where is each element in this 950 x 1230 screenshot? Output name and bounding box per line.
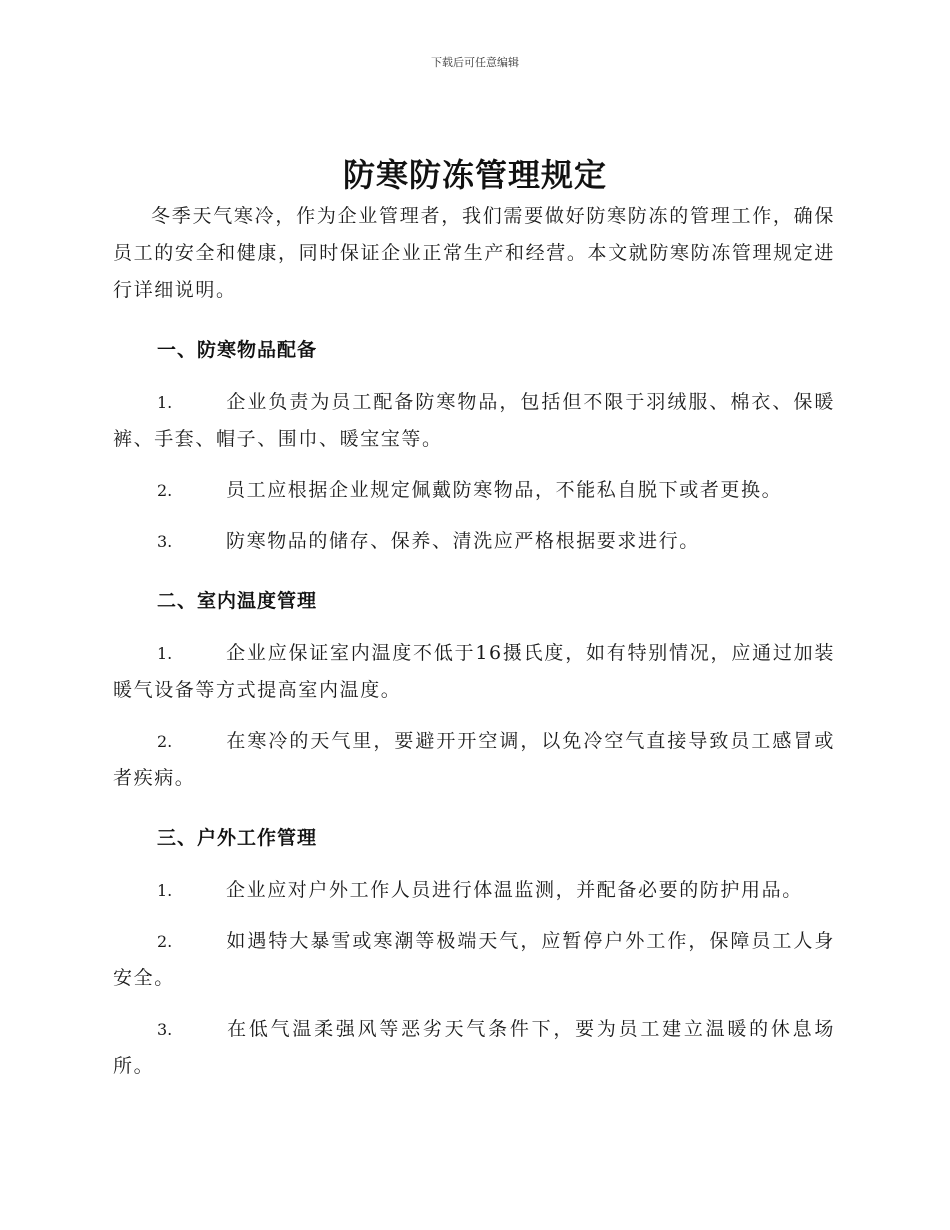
intro-paragraph: 冬季天气寒冷，作为企业管理者，我们需要做好防寒防冻的管理工作，确保员工的安全和健康，同时保证企业正常生产和经营。本文就防寒防冻管理规定进行详细说明。 bbox=[113, 205, 835, 301]
list-item bbox=[113, 1011, 835, 1085]
item-text: 在低气温柔强风等恶劣天气条件下，要为员工建立温暖的休息场所。 bbox=[113, 1018, 835, 1077]
list-item bbox=[113, 923, 835, 997]
section-3 bbox=[113, 814, 835, 1085]
list-item bbox=[113, 384, 835, 458]
item-text: 如遇特大暴雪或寒潮等极端天气，应暂停户外工作，保障员工人身安全。 bbox=[113, 930, 835, 989]
list-item bbox=[113, 472, 835, 509]
list-item bbox=[113, 872, 835, 909]
list-item bbox=[113, 635, 835, 709]
list-item bbox=[113, 523, 835, 560]
document-body bbox=[113, 198, 835, 1085]
item-number: 1. bbox=[157, 644, 173, 663]
item-number: 2. bbox=[157, 732, 173, 751]
item-number: 3. bbox=[157, 1020, 173, 1039]
item-text: 在寒冷的天气里，要避开开空调，以免冷空气直接导致员工感冒或者疾病。 bbox=[113, 730, 835, 789]
section-heading: 三、户外工作管理 bbox=[157, 827, 318, 849]
section-1 bbox=[113, 326, 835, 560]
section-2 bbox=[113, 577, 835, 797]
section-heading: 一、防寒物品配备 bbox=[157, 339, 318, 361]
list-item bbox=[113, 723, 835, 797]
item-text: 企业应保证室内温度不低于16摄氏度，如有特别情况，应通过加装暖气设备等方式提高室内温度。 bbox=[113, 642, 835, 701]
item-text: 员工应根据企业规定佩戴防寒物品，不能私自脱下或者更换。 bbox=[226, 479, 783, 501]
document-title: 防寒防冻管理规定 bbox=[342, 156, 607, 194]
item-number: 1. bbox=[157, 881, 173, 900]
item-number: 1. bbox=[157, 393, 173, 412]
section-heading: 二、室内温度管理 bbox=[157, 590, 318, 612]
item-text: 防寒物品的储存、保养、清洗应严格根据要求进行。 bbox=[226, 530, 700, 552]
item-text: 企业负责为员工配备防寒物品，包括但不限于羽绒服、棉衣、保暖裤、手套、帽子、围巾、暖宝宝等。 bbox=[113, 391, 835, 450]
header-note: 下载后可任意编辑 bbox=[431, 56, 519, 69]
item-number: 2. bbox=[157, 932, 173, 951]
item-number: 3. bbox=[157, 532, 173, 551]
item-text: 企业应对户外工作人员进行体温监测，并配备必要的防护用品。 bbox=[226, 879, 803, 901]
item-number: 2. bbox=[157, 481, 173, 500]
